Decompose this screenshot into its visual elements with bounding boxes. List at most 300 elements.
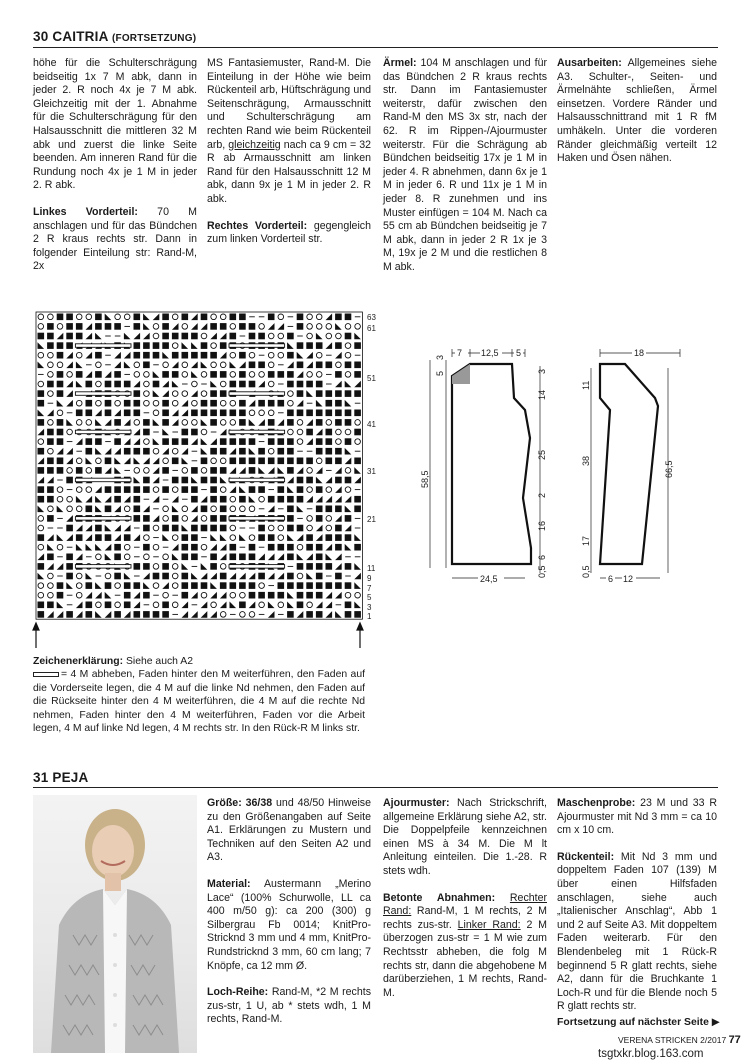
chart-cell — [201, 506, 208, 513]
chart-cell — [287, 611, 294, 618]
chart-cell — [210, 515, 217, 522]
chart-cell — [105, 323, 112, 330]
chart-cell — [335, 582, 342, 589]
chart-cell — [220, 390, 227, 397]
chart-cell — [326, 582, 333, 589]
chart-cell — [287, 467, 294, 474]
chart-cell — [345, 534, 352, 541]
dim-label: 6 — [537, 554, 547, 560]
dim-label: 12,5 — [481, 348, 499, 358]
chart-cell — [134, 314, 141, 321]
chart-cell — [57, 314, 64, 321]
chart-cell — [249, 544, 256, 551]
chart-cell — [239, 381, 246, 388]
chart-cell — [143, 544, 150, 551]
dim-label: 0,5 — [581, 565, 591, 578]
chart-cell — [38, 448, 45, 455]
chart-cell — [124, 602, 131, 609]
chart-cell — [47, 602, 54, 609]
chart-cell — [345, 602, 352, 609]
chart-cell — [239, 314, 246, 321]
chart-cell — [114, 323, 121, 330]
chart-cell — [297, 362, 304, 369]
chart-cell — [220, 448, 227, 455]
chart-cell — [76, 333, 83, 340]
chart-cell — [249, 467, 256, 474]
chart-cell — [182, 544, 189, 551]
chart-cell — [143, 362, 150, 369]
chart-cell — [57, 390, 64, 397]
chart-cell — [249, 486, 256, 493]
chart-cell — [95, 323, 102, 330]
chart-cell — [191, 467, 198, 474]
header-rule — [33, 47, 718, 48]
chart-cell — [306, 410, 313, 417]
chart-cell — [230, 582, 237, 589]
chart-cell — [105, 582, 112, 589]
chart-cell — [345, 362, 352, 369]
row-label: 51 — [367, 374, 376, 383]
chart-cell — [210, 486, 217, 493]
chart-cell — [182, 438, 189, 445]
chart-cell — [172, 458, 179, 465]
dim-label: 5 — [516, 348, 522, 358]
chart-cell — [335, 448, 342, 455]
chart-cell — [47, 342, 54, 349]
chart-cell — [66, 477, 73, 484]
chart-cell — [95, 371, 102, 378]
chart-cell — [95, 534, 102, 541]
chart-cell — [210, 563, 217, 570]
chart-cell — [143, 419, 150, 426]
chart-cell — [287, 582, 294, 589]
chart-cell — [191, 525, 198, 532]
chart-cell — [114, 554, 121, 561]
chart-cell — [201, 342, 208, 349]
chart-cell — [306, 381, 313, 388]
chart-cell — [249, 592, 256, 599]
chart-cell — [297, 323, 304, 330]
chart-cell — [57, 429, 64, 436]
paragraph: Loch-Reihe: Rand-M, *2 M rechts zus-str, 1 U, ab * stets wdh, 1 M rechts, Rand-M. — [207, 986, 371, 1026]
chart-cell — [306, 458, 313, 465]
chart-cell — [230, 438, 237, 445]
chart-cell — [143, 342, 150, 349]
chart-cell — [335, 342, 342, 349]
chart-cell — [182, 352, 189, 359]
chart-cell — [268, 438, 275, 445]
chart-cell — [114, 573, 121, 580]
chart-cell — [172, 371, 179, 378]
chart-cell — [95, 438, 102, 445]
chart-cell — [230, 381, 237, 388]
chart-cell — [162, 400, 169, 407]
model-photo — [33, 795, 197, 1053]
chart-cell — [306, 544, 313, 551]
chart-cell — [143, 563, 150, 570]
chart-cell — [162, 410, 169, 417]
paragraph: Rechtes Vorderteil: gegengleich zum linken Vorderteil str. — [207, 219, 371, 246]
dim-label: 5 — [435, 370, 445, 376]
chart-cell — [38, 400, 45, 407]
chart-cell — [220, 410, 227, 417]
chart-cell — [297, 592, 304, 599]
chart-cell — [239, 410, 246, 417]
chart-cell — [66, 342, 73, 349]
chart-cell — [335, 458, 342, 465]
chart-cell — [172, 477, 179, 484]
chart-cell — [143, 611, 150, 618]
chart-cell — [306, 342, 313, 349]
front-schematic — [415, 338, 575, 590]
chart-cell — [287, 506, 294, 513]
chart-cell — [57, 582, 64, 589]
chart-cell — [66, 563, 73, 570]
chart-cell — [297, 496, 304, 503]
chart-cell — [335, 410, 342, 417]
chart-cell — [57, 371, 64, 378]
chart-cell — [201, 525, 208, 532]
chart-cell — [354, 429, 361, 436]
row-label: 3 — [367, 603, 372, 612]
chart-cell — [105, 506, 112, 513]
chart-cell — [134, 323, 141, 330]
chart-cell — [278, 371, 285, 378]
row-label: 21 — [367, 515, 376, 524]
chart-cell — [335, 314, 342, 321]
chart-cell — [201, 400, 208, 407]
chart-cell — [316, 410, 323, 417]
chart-cell — [124, 592, 131, 599]
chart-cell — [239, 352, 246, 359]
chart-cell — [278, 438, 285, 445]
chart-cell — [95, 352, 102, 359]
chart-cell — [162, 314, 169, 321]
text-column-2 — [207, 57, 371, 260]
chart-cell — [230, 333, 237, 340]
chart-cell — [134, 352, 141, 359]
chart-cell — [335, 573, 342, 580]
chart-cell — [220, 582, 227, 589]
chart-cell — [134, 486, 141, 493]
chart-cell — [345, 314, 352, 321]
dim-label: 0,5 — [537, 565, 547, 578]
chart-cell — [297, 314, 304, 321]
chart-cell — [258, 573, 265, 580]
chart-cell — [335, 534, 342, 541]
chart-cell — [47, 458, 54, 465]
chart-cell — [143, 592, 150, 599]
chart-cell — [268, 534, 275, 541]
chart-cell — [316, 554, 323, 561]
chart-cell — [230, 314, 237, 321]
chart-cell — [172, 352, 179, 359]
chart-cell — [66, 525, 73, 532]
row-label: 31 — [367, 467, 376, 476]
chart-cell — [316, 342, 323, 349]
peja-column-2 — [383, 797, 547, 1013]
chart-cell — [316, 486, 323, 493]
chart-cell — [57, 419, 64, 426]
paragraph: Ausarbeiten: Allgemeines siehe A3. Schulter-, Seiten- und Ärmelnähte schließen, Ärmel einsetzen. Vordere Ränder und Halsausschnittrand mit 1 R fM umhäkeln. Unter die vorderen Ränder gleichmäßig verteilt 12 Haken und Ösen nähen. — [557, 57, 717, 165]
chart-cell — [335, 390, 342, 397]
chart-cell — [143, 429, 150, 436]
chart-cell — [66, 323, 73, 330]
chart-cell — [210, 448, 217, 455]
chart-cell — [134, 506, 141, 513]
chart-cell — [239, 400, 246, 407]
chart-cell — [182, 534, 189, 541]
chart-cell — [86, 611, 93, 618]
chart-cell — [210, 323, 217, 330]
chart-cell — [105, 602, 112, 609]
chart-cell — [249, 333, 256, 340]
chart-cell — [47, 486, 54, 493]
section-30-title — [33, 29, 196, 44]
sleeve-schematic — [580, 338, 720, 590]
chart-cell — [47, 515, 54, 522]
chart-cell — [354, 496, 361, 503]
chart-cell — [306, 611, 313, 618]
chart-cell — [335, 371, 342, 378]
chart-cell — [124, 448, 131, 455]
chart-cell — [239, 602, 246, 609]
dim-label: 7 — [457, 348, 463, 358]
chart-cell — [172, 515, 179, 522]
cable-symbol-icon — [75, 430, 131, 434]
chart-cell — [268, 371, 275, 378]
chart-cell — [345, 410, 352, 417]
chart-cell — [47, 438, 54, 445]
chart-cell — [105, 458, 112, 465]
chart-cell — [287, 525, 294, 532]
chart-cell — [268, 400, 275, 407]
chart-cell — [306, 563, 313, 570]
chart-cell — [249, 362, 256, 369]
chart-cell — [239, 371, 246, 378]
chart-cell — [268, 419, 275, 426]
chart-cell — [258, 458, 265, 465]
chart-cell — [95, 525, 102, 532]
chart-cell — [124, 582, 131, 589]
chart-cell — [201, 352, 208, 359]
chart-cell — [268, 544, 275, 551]
chart-cell — [86, 400, 93, 407]
chart-cell — [297, 582, 304, 589]
chart-cell — [230, 544, 237, 551]
chart-cell — [182, 333, 189, 340]
cable-symbol-icon — [229, 344, 285, 348]
dim-label: 11 — [581, 380, 591, 390]
chart-cell — [354, 506, 361, 513]
chart-cell — [210, 352, 217, 359]
chart-cell — [182, 573, 189, 580]
chart-cell — [326, 563, 333, 570]
chart-cell — [220, 467, 227, 474]
chart-cell — [124, 410, 131, 417]
chart-cell — [38, 534, 45, 541]
chart-cell — [335, 544, 342, 551]
chart-cell — [38, 486, 45, 493]
chart-cell — [297, 390, 304, 397]
peja-column-1 — [207, 797, 371, 1040]
chart-cell — [316, 448, 323, 455]
chart-cell — [162, 602, 169, 609]
chart-cell — [278, 496, 285, 503]
chart-cell — [134, 342, 141, 349]
chart-cell — [38, 611, 45, 618]
chart-cell — [258, 525, 265, 532]
chart-cell — [239, 323, 246, 330]
chart-cell — [162, 525, 169, 532]
chart-cell — [105, 400, 112, 407]
chart-cell — [210, 477, 217, 484]
chart-cell — [124, 486, 131, 493]
paragraph: Ajourmuster: Nach Strickschrift, allgemeine Erklärung siehe A2, str. Die Doppelpfeile kennzeichnen einen MS à 34 M. Die M lt Anleitung einteilen. Die 1.-28. R stets wdh. — [383, 797, 547, 877]
chart-cell — [38, 602, 45, 609]
chart-cell — [134, 400, 141, 407]
chart-cell — [220, 525, 227, 532]
chart-cell — [38, 390, 45, 397]
chart-cell — [354, 362, 361, 369]
chart-grid — [36, 312, 362, 619]
chart-cell — [38, 333, 45, 340]
chart-cell — [316, 611, 323, 618]
chart-cell — [134, 515, 141, 522]
chart-cell — [201, 314, 208, 321]
paragraph: Material: Austermann „Merino Lace“ (100% Schurwolle, LL ca 400 m/50 g): ca 200 (300) g Silbergrau Fb 0014; KnitPro-Stricknd 3 mm und 4 mm, KnitPro-Rundstricknd 3 mm, 60 cm lang; 7 Knöpfe, ca 12 mm Ø. — [207, 877, 371, 972]
chart-cell — [66, 554, 73, 561]
chart-cell — [191, 333, 198, 340]
legend-label: Zeichenerklärung: — [33, 656, 124, 667]
chart-cell — [326, 400, 333, 407]
chart-cell — [354, 390, 361, 397]
chart-cell — [162, 438, 169, 445]
chart-cell — [278, 458, 285, 465]
chart-cell — [182, 554, 189, 561]
chart-cell — [38, 563, 45, 570]
chart-cell — [239, 419, 246, 426]
chart-cell — [191, 486, 198, 493]
chart-cell — [345, 333, 352, 340]
chart-cell — [326, 438, 333, 445]
chart-cell — [306, 429, 313, 436]
chart-cell — [57, 467, 64, 474]
chart-cell — [162, 611, 169, 618]
dim-label: 14 — [537, 389, 547, 400]
dim-label: 66,5 — [664, 460, 674, 478]
chart-cell — [182, 477, 189, 484]
chart-cell — [76, 410, 83, 417]
chart-cell — [335, 506, 342, 513]
chart-cell — [345, 611, 352, 618]
repeat-arrows — [33, 623, 363, 648]
magazine-name: VERENA STRICKEN 2/2017 — [618, 1035, 727, 1045]
chart-cell — [354, 371, 361, 378]
chart-cell — [134, 582, 141, 589]
chart-cell — [316, 506, 323, 513]
chart-cell — [287, 371, 294, 378]
chart-cell — [162, 342, 169, 349]
cable-symbol-icon — [229, 392, 285, 396]
chart-cell — [316, 438, 323, 445]
chart-cell — [278, 592, 285, 599]
dim-label: 58,5 — [420, 470, 430, 488]
chart-cell — [47, 381, 54, 388]
chart-cell — [220, 515, 227, 522]
chart-cell — [345, 438, 352, 445]
chart-cell — [182, 486, 189, 493]
chart-cell — [134, 410, 141, 417]
chart-cell — [86, 602, 93, 609]
chart-cell — [172, 333, 179, 340]
chart-cell — [105, 486, 112, 493]
row-label: 7 — [367, 584, 372, 593]
chart-cell — [76, 467, 83, 474]
chart-cell — [114, 611, 121, 618]
chart-cell — [326, 448, 333, 455]
chart-cell — [220, 323, 227, 330]
chart-cell — [297, 410, 304, 417]
chart-cell — [47, 496, 54, 503]
chart-cell — [345, 563, 352, 570]
section-31-title — [33, 770, 88, 785]
chart-cell — [95, 314, 102, 321]
chart-cell — [210, 400, 217, 407]
chart-cell — [38, 467, 45, 474]
photo-illustration — [33, 795, 197, 1053]
chart-cell — [239, 582, 246, 589]
chart-cell — [268, 592, 275, 599]
chart-cell — [105, 381, 112, 388]
chart-cell — [297, 486, 304, 493]
chart-cell — [354, 458, 361, 465]
chart-cell — [57, 381, 64, 388]
chart-cell — [258, 448, 265, 455]
chart-cell — [335, 525, 342, 532]
chart-cell — [306, 582, 313, 589]
chart-cell — [249, 582, 256, 589]
chart-cell — [249, 554, 256, 561]
legend-text: = 4 M abheben, Faden hinter den M weiterführen, den Faden auf die Vorderseite legen, die 4 M auf die linke Nd nehmen, den Faden auf die Rückseite hinter den 4 M weiterführen, die 4 M auf die rechte Nd nehmen, Faden hinter den 4 M weiterführen, Faden vor die Arbeit legen, 4 M auf linke Nd legen, 4 M rechts str. In den Rück-R M links str. — [33, 669, 365, 735]
chart-cell — [297, 477, 304, 484]
chart-cell — [335, 400, 342, 407]
paragraph: Rückenteil: Mit Nd 3 mm und doppeltem Faden 107 (139) M über einen Hilfsfaden anschlagen, siehe auch „Italienischer Anschlag“, Abb 1 und 2 auf Seite A3. Mit doppeltem Faden weiterarb. Für den Blendenbeleg mit 1 Rück-R beginnend 5 R glatt rechts, siehe A2, dann für die Bruchkante 1 Loch-R und für die Blende noch 5 R glatt rechts str. — [557, 850, 717, 1013]
chart-cell — [220, 371, 227, 378]
chart-cell — [316, 515, 323, 522]
chart-cell — [201, 477, 208, 484]
chart-cell — [297, 563, 304, 570]
chart-cell — [201, 458, 208, 465]
row-label: 5 — [367, 593, 372, 602]
chart-cell — [326, 410, 333, 417]
chart-cell — [114, 438, 121, 445]
chart-cell — [239, 554, 246, 561]
chart-cell — [38, 419, 45, 426]
chart-cell — [345, 582, 352, 589]
chart-cell — [86, 381, 93, 388]
chart-cell — [162, 486, 169, 493]
chart-cell — [316, 544, 323, 551]
chart-cell — [86, 448, 93, 455]
chart-cell — [278, 544, 285, 551]
chart-cell — [66, 573, 73, 580]
paragraph: höhe für die Schulterschrägung beidseitig 1x 7 M abk, dann in jeder 2. R noch 4x je 7 M abk. Gleichzeitig mit der 1. Abnahme für die Schulterschrägung für den Halsausschnitt die mittleren 32 M abk und zuerst die linke Seite beenden. Am inneren Rand für die Rundung noch 4x je 1 M in jeder 2. R abk. — [33, 57, 197, 192]
chart-cell — [297, 525, 304, 532]
chart-cell — [287, 496, 294, 503]
dim-label: 3 — [435, 354, 445, 360]
chart-cell — [326, 534, 333, 541]
